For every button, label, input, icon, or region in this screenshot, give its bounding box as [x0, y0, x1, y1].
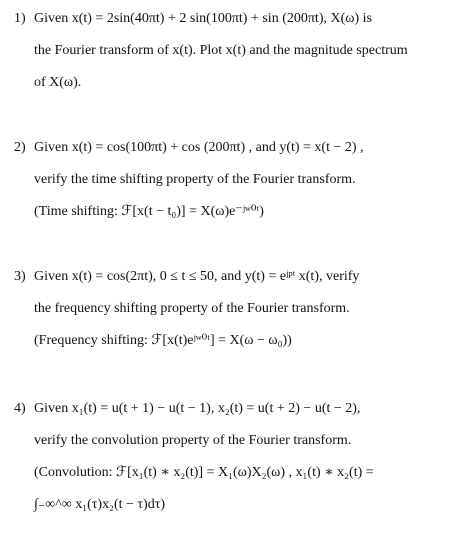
problem-line: (Time shifting: ℱ[x(t − t₀)] = X(ω)e⁻ʲʷ⁰ᵗ) — [34, 204, 264, 219]
problem-line: Given x(t) = cos(2πt), 0 ≤ t ≤ 50, and y(t) = eʲᵖᵗ x(t), verify — [34, 269, 360, 284]
problem-line: verify the convolution property of the Fourier transform. — [34, 433, 352, 448]
problem-line: (Convolution: ℱ[x₁(t) ∗ x₂(t)] = X₁(ω)X₂(ω) , x₁(t) ∗ x₂(t) = — [34, 465, 374, 480]
problem-line: the Fourier transform of x(t). Plot x(t) and the magnitude spectrum — [34, 43, 408, 58]
problem-line: the frequency shifting property of the Fourier transform. — [34, 301, 350, 316]
problem-number: 3) — [14, 269, 26, 284]
problem-line: Given x(t) = 2sin(40πt) + 2 sin(100πt) + sin (200πt), X(ω) is — [34, 11, 372, 26]
problem-line: (Frequency shifting: ℱ[x(t)eʲʷ⁰ᵗ] = X(ω − ω₀)) — [34, 333, 292, 348]
problem-line: Given x(t) = cos(100πt) + cos (200πt) , and y(t) = x(t − 2) , — [34, 140, 364, 155]
problem-line: verify the time shifting property of the Fourier transform. — [34, 172, 356, 187]
problem-number: 4) — [14, 401, 26, 416]
problem-line: ∫₋∞^∞ x₁(τ)x₂(t − τ)dτ) — [34, 497, 165, 512]
problem-number: 2) — [14, 140, 26, 155]
problem-line: of X(ω). — [34, 75, 82, 90]
problem-line: Given x₁(t) = u(t + 1) − u(t − 1), x₂(t) = u(t + 2) − u(t − 2), — [34, 401, 361, 416]
problem-number: 1) — [14, 11, 26, 26]
